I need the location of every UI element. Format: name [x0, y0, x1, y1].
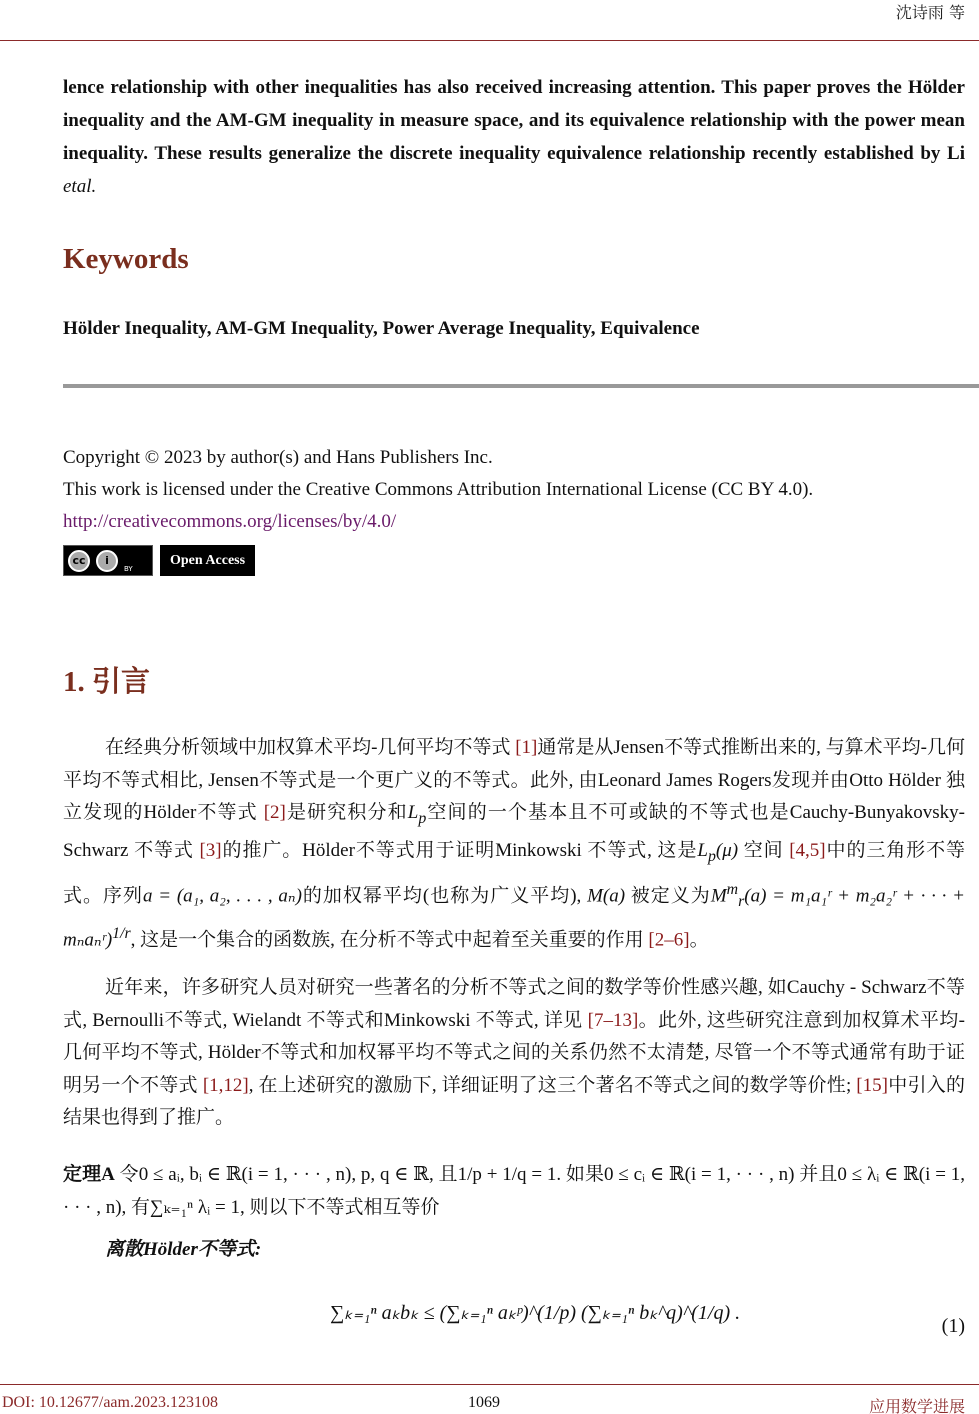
math-expression: (μ) [715, 840, 739, 862]
person-icon: i [96, 550, 118, 572]
by-label: BY [124, 565, 133, 573]
cc-icon: cc [68, 550, 90, 572]
abstract-text [63, 71, 965, 203]
citation-link[interactable]: [1] [515, 737, 538, 758]
citation-link[interactable]: [15] [856, 1074, 888, 1096]
citation-link[interactable]: [7–13] [587, 1009, 639, 1031]
abstract-etal: etal. [63, 176, 97, 197]
citation-link[interactable]: [4,5] [789, 840, 826, 862]
keywords-text: Hölder Inequality, AM-GM Inequality, Power Average Inequality, Equivalence [63, 318, 700, 339]
text-run: 通常是从Jensen不等式推断出来的, 与算术平均-几何平均不等式相比, Jensen不等式是一个更广义的不等式。此外, 由Leonard James Rogers发现并由Otto Hölder 独立发现的Hölder不等式 [63, 737, 965, 823]
math-subscript: p [707, 848, 716, 866]
paragraph-text [63, 732, 965, 957]
copyright-line: Copyright © 2023 by author(s) and Hans Publishers Inc. [63, 447, 493, 468]
running-header-authors: 沈诗雨 等 [895, 3, 965, 22]
equation-1 [0, 1290, 979, 1370]
math-subscript: p [418, 809, 427, 827]
math-expression: M [710, 884, 727, 906]
equation-number: (1) [941, 1315, 965, 1337]
license-link[interactable]: http://creativecommons.org/licenses/by/4.0/ [63, 511, 397, 532]
footer-doi[interactable]: DOI: 10.12677/aam.2023.123108 [2, 1394, 218, 1411]
citation-link[interactable]: [2] [263, 802, 286, 823]
math-superscript: 1/r [112, 925, 131, 943]
text-run: 。 [689, 929, 709, 951]
cc-by-badge[interactable] [63, 545, 153, 576]
body-paragraph-1 [63, 732, 965, 957]
discrete-holder-label: 离散Hölder不等式: [105, 1239, 262, 1260]
section-divider [63, 384, 979, 388]
text-run: , 在上述研究的激励下, 详细证明了这三个著名不等式之间的数学等价性; [248, 1074, 857, 1096]
math-superscript: m [726, 880, 739, 898]
math-subscript: r [738, 892, 745, 910]
license-line: This work is licensed under the Creative Commons Attribution International License (CC BY 4.0). [63, 479, 814, 500]
license-badges [63, 545, 255, 576]
text-run: 空间的一个基本且不可或缺的不等式也是Cauchy-Bunyakovsky-Schwarz 不等式 [63, 802, 965, 862]
paragraph-text [63, 972, 965, 1135]
citation-link[interactable]: [2–6] [648, 929, 690, 951]
text-run: 空间 [738, 840, 790, 862]
body-paragraph-2 [63, 972, 965, 1135]
theorem-label: 定理A [63, 1164, 115, 1185]
equation-formula: ∑ₖ₌₁ⁿ aₖbₖ ≤ (∑ₖ₌₁ⁿ aₖᵖ)^(1/p) (∑ₖ₌₁ⁿ bₖ^q)^(1/q) . [330, 1302, 741, 1324]
math-expression: L [407, 802, 419, 823]
copyright-block [63, 442, 813, 538]
footer-journal: 应用数学进展 [868, 1399, 965, 1414]
open-access-badge: Open Access [160, 545, 255, 576]
math-expression: M(a) [587, 884, 626, 906]
citation-link[interactable]: [3] [199, 840, 222, 862]
header-rule [0, 40, 979, 41]
text-run: 的加权幂平均(也称为广义平均), [301, 884, 588, 906]
footer-rule [0, 1384, 979, 1385]
citation-link[interactable]: [1,12] [202, 1074, 249, 1096]
theorem-a [63, 1159, 965, 1267]
text-run: , 这是一个集合的函数族, 在分析不等式中起着至关重要的作用 [130, 929, 649, 951]
keywords-heading: Keywords [63, 243, 189, 275]
math-expression: L [697, 840, 708, 862]
abstract-body: lence relationship with other inequalities has also received increasing attention. This paper proves the Hölder inequality and the AM-GM inequality in measure space, and its equivalence relationship with the power mean inequality. These results generalize the discrete inequality equivalence relationship recently established by Li [63, 77, 965, 164]
text-run: 中的三角形不等式。序列 [63, 840, 965, 906]
text-run: 被定义为 [625, 884, 711, 906]
math-expression: a = (a₁, a₂, . . . , aₙ) [143, 884, 302, 906]
text-run: 近年来，许多研究人员对研究一些著名的分析不等式之间的数学等价性感兴趣, 如Cauchy - Schwarz不等式, Bernoulli不等式, Wielandt 不等式和Minkowski 不等式, 详见 [63, 977, 965, 1031]
section-title: 1. 引言 [63, 666, 151, 698]
text-run: 是研究积分和 [285, 802, 408, 823]
page-number: 1069 [468, 1394, 500, 1411]
theorem-text: 令0 ≤ aᵢ, bᵢ ∈ ℝ(i = 1, · · · , n), p, q ∈ ℝ, 且1/p + 1/q = 1. 如果0 ≤ cᵢ ∈ ℝ(i = 1, · · · , n) 并且0 ≤ λᵢ ∈ ℝ(i = 1, · · · , n), 有∑ₖ₌₁ⁿ λᵢ = 1, 则以下不等式相互等价 [63, 1164, 965, 1218]
text-run: 的推广。Hölder不等式用于证明Minkowski 不等式, 这是 [221, 840, 698, 862]
text-run: 。此外, 这些研究注意到加权算术平均-几何平均不等式, Hölder不等式和加权幂平均不等式之间的关系仍然不太清楚, 尽管一个不等式通常有助于证明另一个不等式 [63, 1009, 965, 1096]
text-run: 在经典分析领域中加权算术平均-几何平均不等式 [105, 737, 516, 758]
text-run: 中引入的结果也得到了推广。 [63, 1074, 965, 1128]
math-expression: (a) = m₁a₁ʳ + m₂a₂ʳ + · · · + mₙaₙʳ) [63, 884, 965, 951]
